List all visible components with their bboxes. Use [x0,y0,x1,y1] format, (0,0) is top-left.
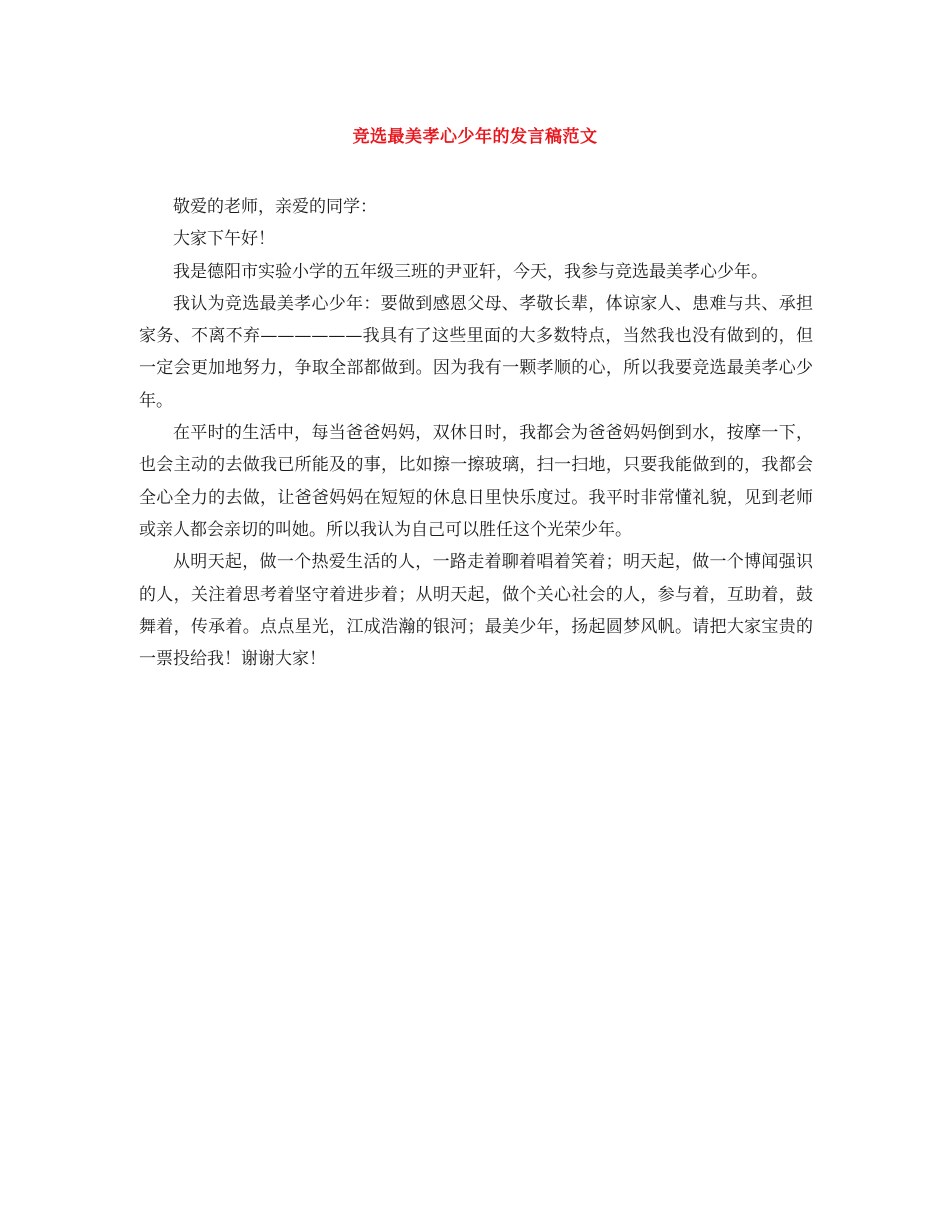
greeting: 大家下午好！ [173,229,275,250]
paragraph-introduction: 我是德阳市实验小学的五年级三班的尹亚轩，今天，我参与竞选最美孝心少年。 [173,261,768,282]
paragraph-definition: 我认为竞选最美孝心少年：要做到感恩父母、孝敬长辈，体谅家人、患难与共、承担家务、不离不弃——————我具有了这些里面的大多数特点，当然我也没有做到的，但一定会更加地努力，争取全部都做到。因为我有一颗孝顺的心，所以我要竞选最美孝心少年。 [139,293,813,411]
document-title: 竞选最美孝心少年的发言稿范文 [352,127,598,147]
paragraph-daily-life: 在平时的生活中，每当爸爸妈妈，双休日时，我都会为爸爸妈妈倒到水，按摩一下，也会主动的去做我已所能及的事，比如擦一擦玻璃，扫一扫地，只要我能做到的，我都会全心全力的去做，让爸爸妈妈在短短的休息日里快乐度过。我平时非常懂礼貌，见到老师或亲人都会亲切的叫她。所以我认为自己可以胜任这个光荣少年。 [139,423,813,540]
document-body [139,191,813,675]
paragraph-closing: 从明天起，做一个热爱生活的人，一路走着聊着唱着笑着；明天起，做一个博闻强识的人，关注着思考着坚守着进步着；从明天起，做个关心社会的人，参与着，互助着，鼓舞着，传承着。点点星光，江成浩瀚的银河；最美少年，扬起圆梦风帆。请把大家宝贵的一票投给我！谢谢大家！ [139,552,813,670]
salutation: 敬爱的老师，亲爱的同学： [173,197,377,217]
